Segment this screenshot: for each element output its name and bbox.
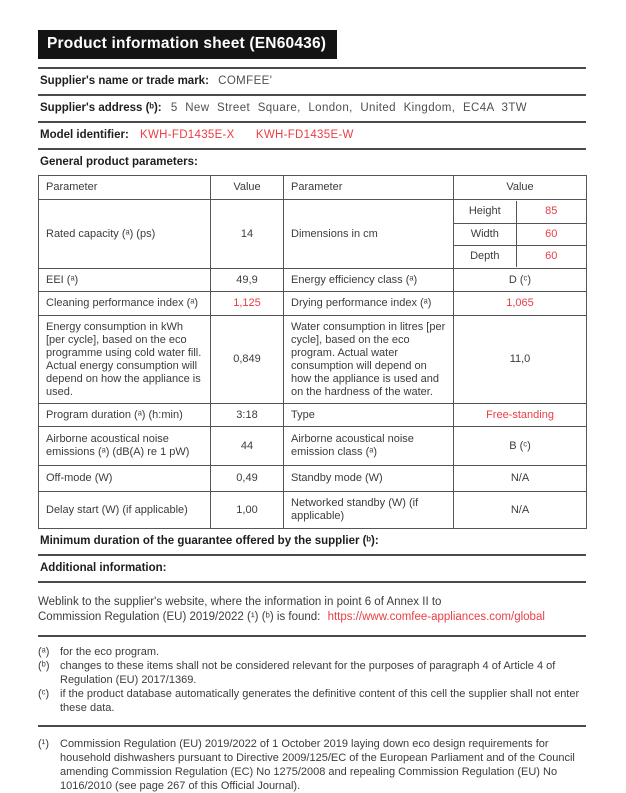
table-row [39, 404, 587, 427]
param-cell: Airborne acoustical noise emissions (ᵃ) (dB(A) re 1 pW) [39, 427, 211, 466]
value-cell: Free-standing [454, 404, 587, 427]
model-identifier-value: KWH-FD1435E-W [255, 129, 354, 141]
param-cell: Networked standby (W) (if applicable) [284, 492, 454, 529]
value-cell: 3:18 [211, 404, 284, 427]
table-row [39, 200, 587, 269]
header-parameter-right: Parameter [284, 176, 454, 200]
value-cell: 0,849 [211, 316, 284, 404]
param-cell: Drying performance index (ᵃ) [284, 292, 454, 316]
table-row [39, 492, 587, 529]
divider [38, 725, 586, 727]
supplier-address-label: Supplier's address (ᵇ): [40, 102, 162, 114]
value-cell: 49,9 [211, 269, 284, 292]
value-cell: 14 [211, 200, 284, 269]
value-cell: 44 [211, 427, 284, 466]
param-cell: Off-mode (W) [39, 466, 211, 492]
header-parameter-left: Parameter [39, 176, 211, 200]
additional-information-heading: Additional information: [38, 554, 586, 583]
footnote-marker: (ᵃ) [38, 646, 50, 658]
model-identifier-label: Model identifier: [40, 129, 129, 141]
supplier-name-label: Supplier's name or trade mark: [40, 75, 209, 87]
footnotes [38, 645, 586, 715]
footnote-text: if the product database automatically generates the definitive content of this cell the supplier shall not enter these data. [60, 688, 580, 714]
dimension-row [454, 201, 586, 223]
footnote-marker: (¹) [38, 738, 49, 750]
footnote-a [38, 645, 586, 659]
footnote-c [38, 687, 586, 715]
dimensions-cell [454, 200, 587, 269]
dimension-label: Depth [470, 249, 500, 262]
dimension-value: 85 [516, 201, 586, 223]
table-header-row [39, 176, 587, 200]
supplier-name-row [38, 67, 586, 94]
value-cell: N/A [454, 466, 587, 492]
table-row [39, 292, 587, 316]
page-title: Product information sheet (EN60436) [38, 30, 337, 59]
header-value-left: Value [211, 176, 284, 200]
param-cell: Program duration (ᵃ) (h:min) [39, 404, 211, 427]
param-cell: Cleaning performance index (ᵃ) [39, 292, 211, 316]
param-cell: Dimensions in cm [284, 200, 454, 269]
value-cell: 11,0 [454, 316, 587, 404]
footnote-marker: (ᶜ) [38, 688, 50, 700]
divider [38, 635, 586, 637]
param-cell: Energy consumption in kWh [per cycle], based on the eco programme using cold water fill. Actual energy consumption will depend on how the appliance is used. [39, 316, 211, 404]
dimension-value: 60 [516, 223, 586, 245]
supplier-address-row [38, 94, 586, 121]
param-cell: Standby mode (W) [284, 466, 454, 492]
model-identifier-value: KWH-FD1435E-X [140, 129, 235, 141]
table-row [39, 269, 587, 292]
footnote-b [38, 659, 586, 687]
param-cell: Airborne acoustical noise emission class (ᵃ) [284, 427, 454, 466]
table-row [39, 316, 587, 404]
param-cell: Delay start (W) (if applicable) [39, 492, 211, 529]
dimension-value: 60 [516, 245, 586, 267]
supplier-address-value: 5 New Street Square, London, United Kingdom, EC4A 3TW [170, 102, 528, 114]
value-cell: 1,00 [211, 492, 284, 529]
footnote-text: changes to these items shall not be considered relevant for the purposes of paragraph 4 of Article 4 of Regulation (EU) 2017/1369. [60, 660, 556, 686]
dimension-row [454, 223, 586, 245]
header-value-right: Value [454, 176, 587, 200]
param-cell: Type [284, 404, 454, 427]
weblink-text-line1: Weblink to the supplier's website, where the information in point 6 of Annex II to [38, 596, 442, 608]
general-parameters-heading: General product parameters: [38, 148, 586, 175]
supplier-website-link[interactable]: https://www.comfee-appliances.com/global [327, 611, 545, 623]
weblink-paragraph [38, 595, 586, 625]
param-cell: Energy efficiency class (ᵃ) [284, 269, 454, 292]
supplier-name-value: COMFEE' [218, 75, 273, 87]
value-cell: 1,125 [211, 292, 284, 316]
guarantee-heading: Minimum duration of the guarantee offered by the supplier (ᵇ): [40, 535, 379, 547]
table-row [39, 427, 587, 466]
value-cell: 1,065 [454, 292, 587, 316]
general-parameters-table [38, 175, 587, 529]
footnote-marker: (ᵇ) [38, 660, 50, 672]
weblink-text-line2: Commission Regulation (EU) 2019/2022 (¹) (ᵇ) is found: [38, 611, 321, 623]
footnote-text: for the eco program. [60, 646, 160, 658]
value-cell: N/A [454, 492, 587, 529]
param-cell: EEI (ᵃ) [39, 269, 211, 292]
param-cell: Rated capacity (ᵃ) (ps) [39, 200, 211, 269]
model-identifier-row [38, 121, 586, 148]
dimensions-subtable [454, 201, 586, 267]
param-cell: Water consumption in litres [per cycle], based on the eco program. Actual water consumption will depend on how the appliance is used and on the hardness of the water. [284, 316, 454, 404]
value-cell: 0,49 [211, 466, 284, 492]
dimension-label: Height [454, 201, 516, 223]
value-cell: B (ᶜ) [454, 427, 587, 466]
value-cell: D (ᶜ) [454, 269, 587, 292]
table-row [39, 466, 587, 492]
regulation-note [38, 737, 586, 793]
regulation-note-text: Commission Regulation (EU) 2019/2022 of 1 October 2019 laying down eco design requirements for household dishwashers pursuant to Directive 2009/125/EC of the European Parliament and of the Council amending Commission Regulation (EC) No 1275/2008 and repealing Commission Regulation (EU) No 1016/2010 (see page 267 of this Official Journal). [60, 738, 575, 792]
dimension-label: Width [454, 223, 516, 245]
dimension-row [454, 245, 586, 267]
